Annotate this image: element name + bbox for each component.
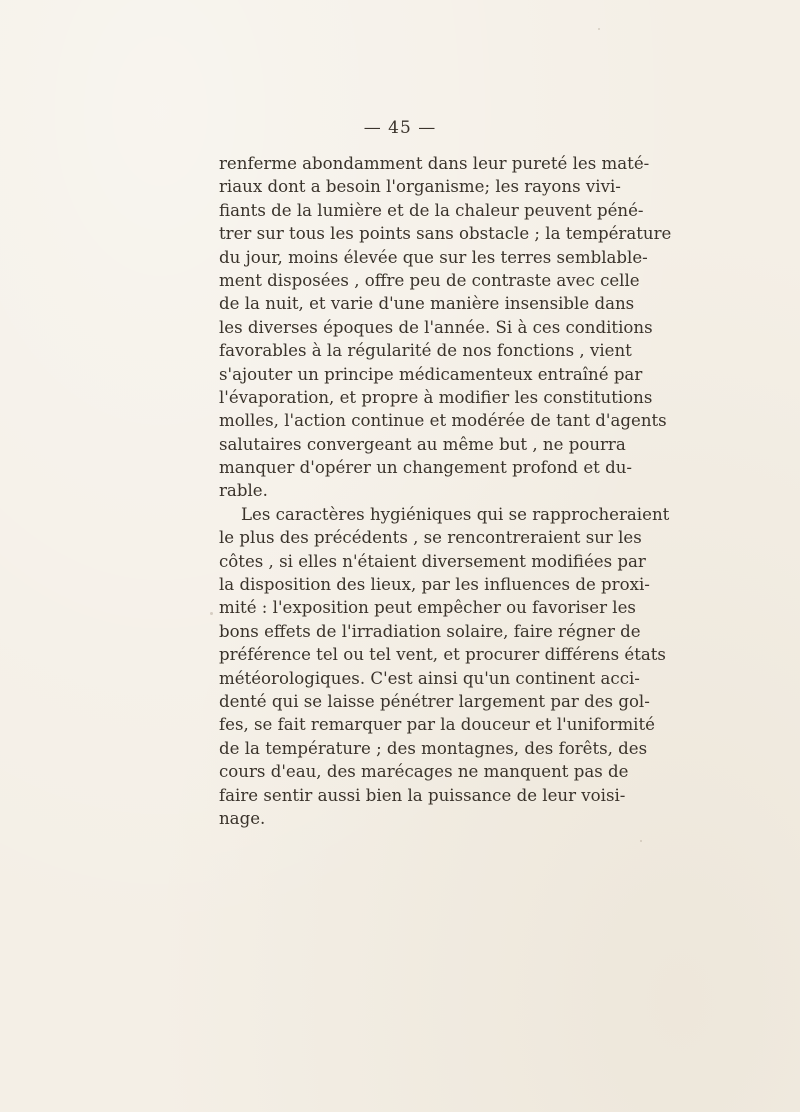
- text-line: météorologiques. C'est ainsi qu'un continent acci-: [219, 668, 640, 688]
- page-number: — 45 —: [363, 118, 437, 138]
- text-line: renferme abondamment dans leur pureté les maté-: [219, 154, 650, 173]
- text-line: préférence tel ou tel vent, et procurer différens états: [219, 645, 666, 665]
- text-line: cours d'eau, des marécages ne manquent pas de: [219, 762, 629, 782]
- text-line: manquer d'opérer un changement profond et du-: [219, 458, 633, 478]
- text-line: côtes , si elles n'étaient diversement modifiées par: [219, 551, 646, 571]
- text-line: molles, l'action continue et modérée de tant d'agents: [219, 411, 667, 431]
- text-line: nage.: [219, 808, 266, 828]
- text-line: de la température ; des montagnes, des forêts, des: [219, 738, 648, 758]
- text-line: de la nuit, et varie d'une manière insensible dans: [219, 294, 635, 314]
- text-line: fes, se fait remarquer par la douceur et l'uniformité: [219, 715, 655, 735]
- text-line: bons effets de l'irradiation solaire, faire régner de: [219, 621, 641, 641]
- paper-speck: [210, 612, 213, 615]
- text-line: fiants de la lumière et de la chaleur peuvent péné-: [219, 200, 644, 220]
- paper-speck: [640, 840, 642, 842]
- text-line: mité : l'exposition peut empêcher ou favoriser les: [219, 598, 636, 618]
- text-line: s'ajouter un principe médicamenteux entraîné par: [219, 364, 643, 384]
- text-line: rable.: [219, 481, 268, 501]
- text-line: salutaires convergeant au même but , ne pourra: [219, 434, 626, 454]
- text-line: les diverses époques de l'année. Si à ces conditions: [219, 317, 653, 337]
- body-text: [219, 152, 672, 830]
- text-line: du jour, moins élevée que sur les terres semblable-: [219, 247, 648, 267]
- text-line: favorables à la régularité de nos fonctions , vient: [219, 341, 632, 361]
- text-line: denté qui se laisse pénétrer largement par des gol-: [219, 691, 650, 711]
- text-line: ment disposées , offre peu de contraste avec celle: [219, 270, 640, 290]
- text-line: trer sur tous les points sans obstacle ; la température: [219, 224, 672, 244]
- text-line: faire sentir aussi bien la puissance de leur voisi-: [219, 785, 626, 805]
- paragraph-2: [219, 503, 670, 830]
- text-line: le plus des précédents , se rencontreraient sur les: [219, 528, 642, 548]
- text-line: la disposition des lieux, par les influences de proxi-: [219, 575, 650, 595]
- paper-speck: [598, 28, 600, 30]
- paragraph-1: [219, 152, 672, 503]
- text-line: l'évaporation, et propre à modifier les constitutions: [219, 387, 653, 407]
- text-line: Les caractères hygiéniques qui se rapprocheraient: [241, 504, 670, 524]
- text-line: riaux dont a besoin l'organisme; les rayons vivi-: [219, 177, 621, 197]
